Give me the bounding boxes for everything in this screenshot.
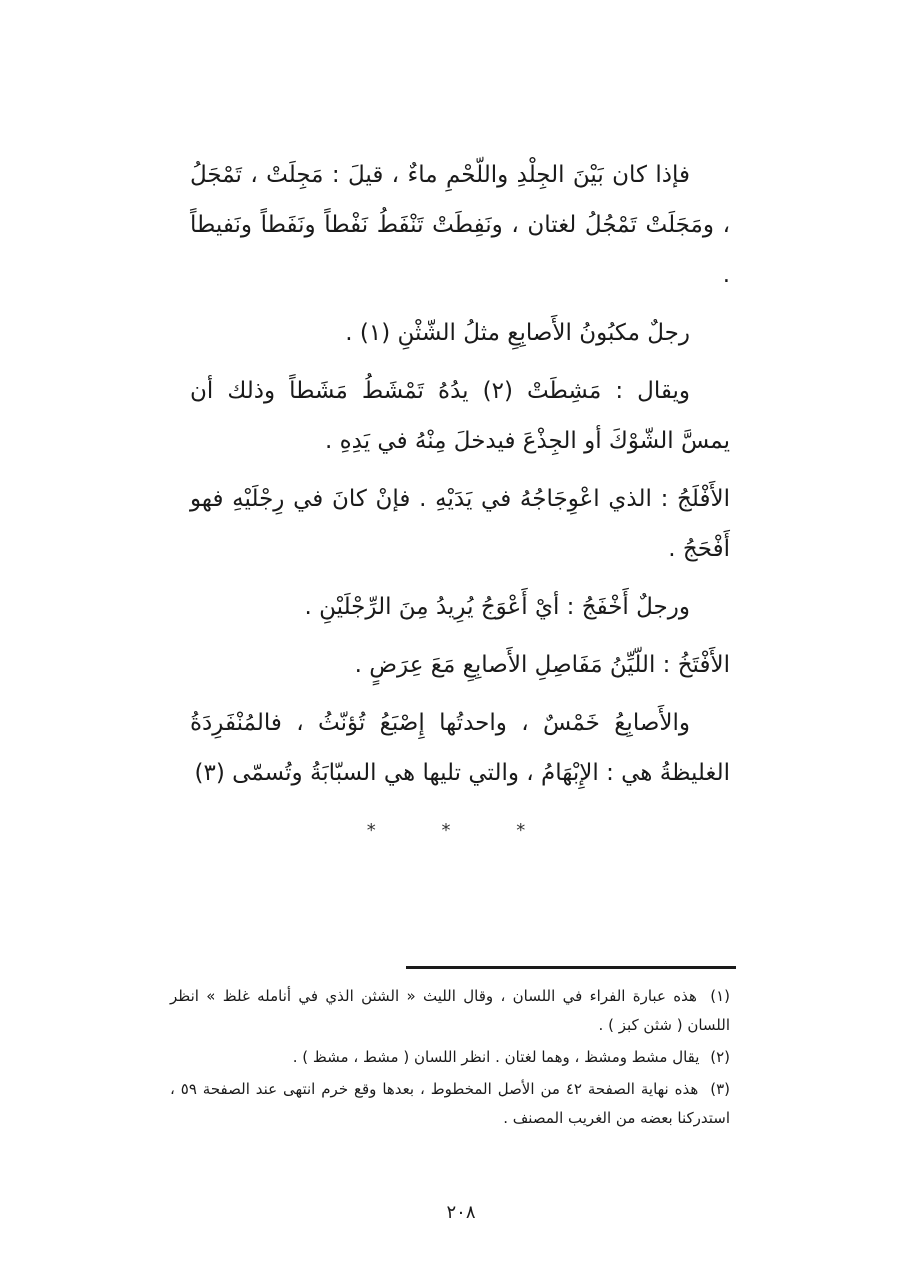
footnote-text: هذه عبارة الفراء في اللسان ، وقال الليث « الشثن الذي في أنامله غلظ » انظر اللسان ( شثن كبز ) . [170, 987, 730, 1034]
section-separator: * * * [366, 820, 556, 841]
footnote-marker: (١) [710, 987, 730, 1005]
footnote-2 [170, 1043, 730, 1072]
footnote-divider [406, 966, 736, 969]
footnote-text: يقال مشط ومشظ ، وهما لغتان . انظر اللسان ( مشط ، مشظ ) . [292, 1048, 700, 1066]
paragraph-5: ورجلٌ أَخْفَجُ : أيْ أَعْوَجُ يُرِيدُ مِنَ الرِّجْلَيْنِ . [304, 594, 690, 620]
paragraph-6: الأَفْتَخُ : اللّيِّنُ مَفَاصِلِ الأَصابِعِ مَعَ عِرَضٍ . [354, 652, 730, 678]
paragraph-7: والأَصابِعُ خَمْسٌ ، واحدتُها إِصْبَعُ تُؤنّثُ ، فالمُنْفَرِدَةُ الغليظةُ هي : الإِبْهَامُ ، والتي تليها هي السبّابَةُ وتُسمّى (٣) [190, 710, 730, 786]
page-number: ٢٠٨ [446, 1202, 476, 1223]
footnote-1 [170, 982, 730, 1040]
footnote-marker: (٢) [710, 1048, 730, 1066]
main-text-block [190, 150, 730, 806]
paragraph-1: فإذا كان بَيْنَ الجِلْدِ واللّحْمِ ماءٌ ، قيلَ : مَجِلَتْ ، تَمْجَلُ ، ومَجَلَتْ تَمْجُلُ لغتان ، ونَفِطَتْ تَنْفَطُ نَفْطاً ونَفَطاً ونَفيطاً . [190, 162, 730, 288]
footnote-text: هذه نهاية الصفحة ٤٢ من الأصل المخطوط ، بعدها وقع خرم انتهى عند الصفحة ٥٩ ، استدركنا بعضه من الغريب المصنف . [170, 1080, 730, 1127]
paragraph-4: الأَفْلَجُ : الذي اعْوِجَاجُهُ في يَدَيْهِ . فإنْ كانَ في رِجْلَيْهِ فهو أَفْحَجُ . [190, 486, 730, 562]
paragraph-3: ويقال : مَشِطَتْ (٢) يدُهُ تَمْشَطُ مَشَطاً وذلك أن يمسَّ الشّوْكَ أو الجِذْعَ فيدخلَ مِنْهُ في يَدِهِ . [190, 378, 730, 454]
footnotes-block [170, 982, 730, 1136]
footnote-3 [170, 1075, 730, 1133]
paragraph-2: رجلٌ مكبُونُ الأَصابِعِ مثلُ الشّثْنِ (١) . [345, 320, 690, 346]
footnote-marker: (٣) [710, 1080, 730, 1098]
